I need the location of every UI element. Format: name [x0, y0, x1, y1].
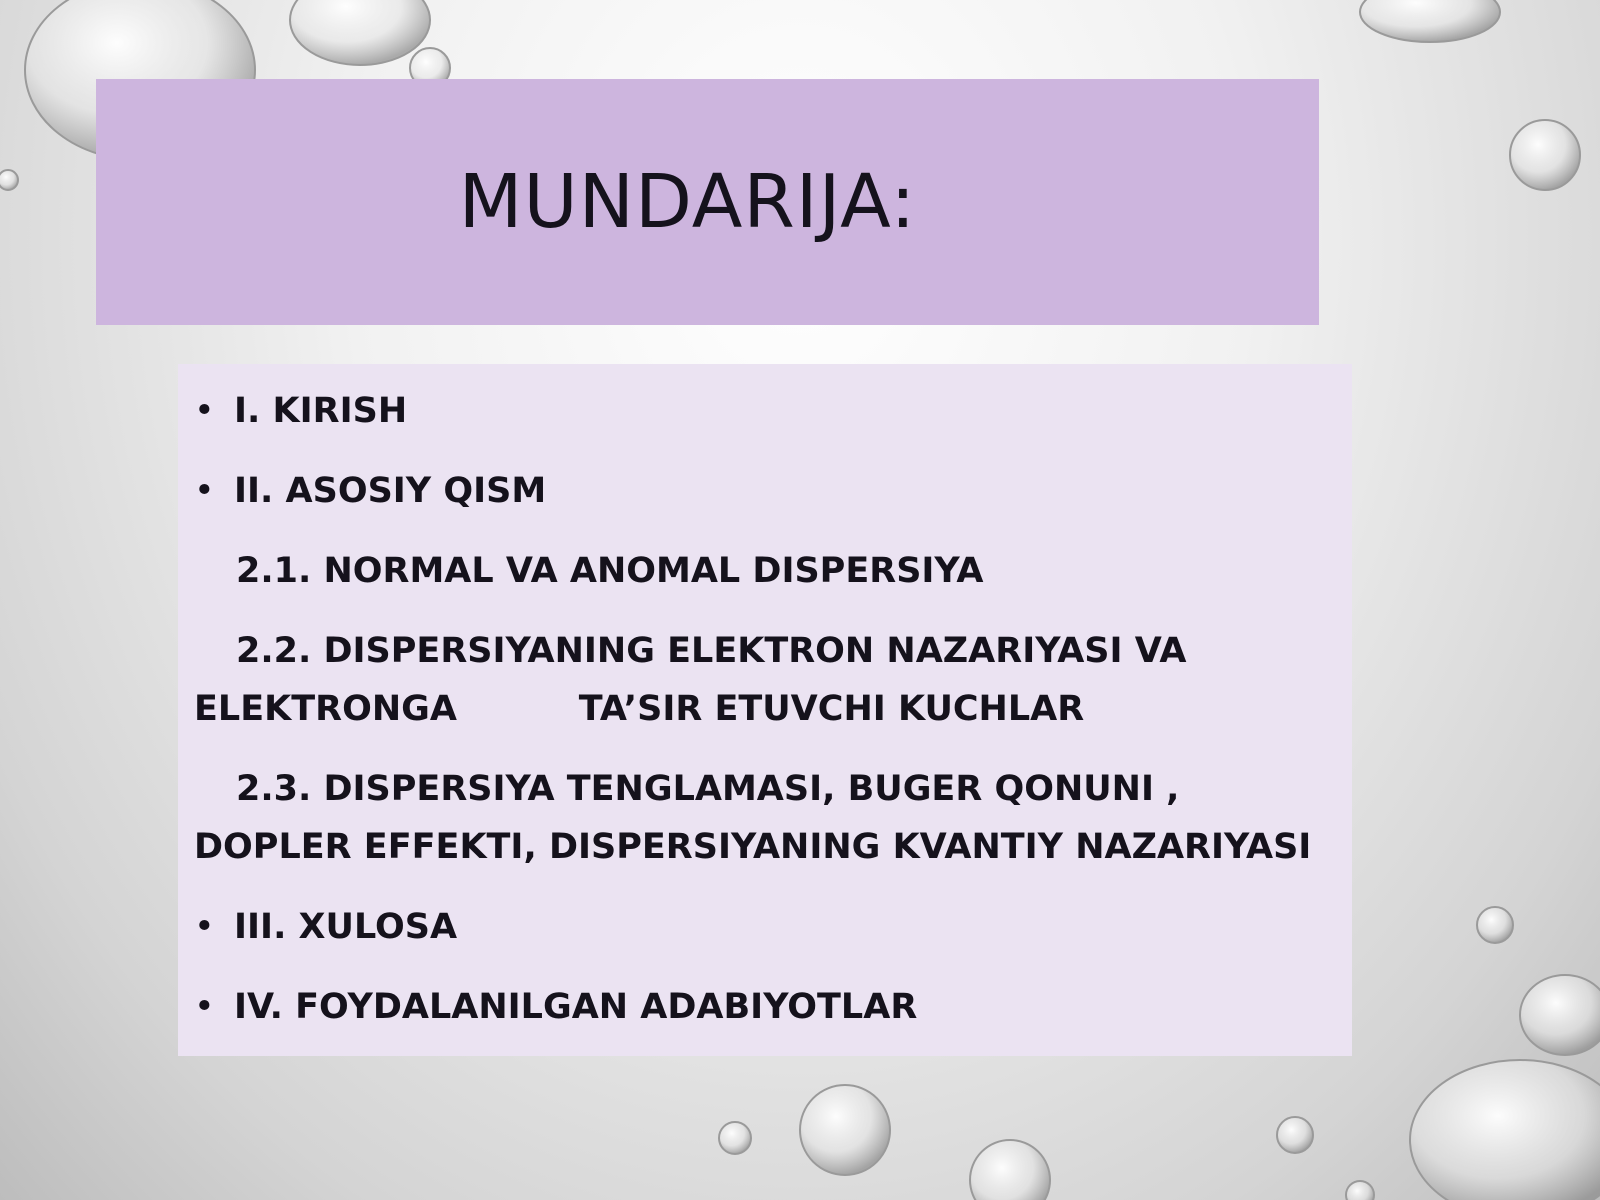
- table-of-contents: [194, 382, 1342, 1058]
- toc-subitem-2-3: 2.3. DISPERSIYA TENGLAMASI, BUGER QONUNI , DOPLER EFFEKTI, DISPERSIYANING KVANTIY NAZARIYASI: [194, 769, 1312, 867]
- toc-item-references: • IV. FOYDALANILGAN ADABIYOTLAR: [194, 978, 1342, 1036]
- toc-subitem-2-2: 2.2. DISPERSIYANING ELEKTRON NAZARIYASI VA ELEKTRONGA TA’SIR ETUVCHI KUCHLAR: [194, 631, 1199, 729]
- title-banner: [96, 79, 1319, 325]
- toc-item-introduction: • I. KIRISH: [194, 382, 1342, 440]
- toc-item-main-part: • II. ASOSIY QISM: [194, 462, 1342, 520]
- slide-title: MUNDARIJA:: [458, 159, 917, 245]
- toc-subitem-2-1: 2.1. NORMAL VA ANOMAL DISPERSIYA: [236, 551, 984, 591]
- contents-panel: [178, 364, 1352, 1056]
- toc-item-conclusion: • III. XULOSA: [194, 898, 1342, 956]
